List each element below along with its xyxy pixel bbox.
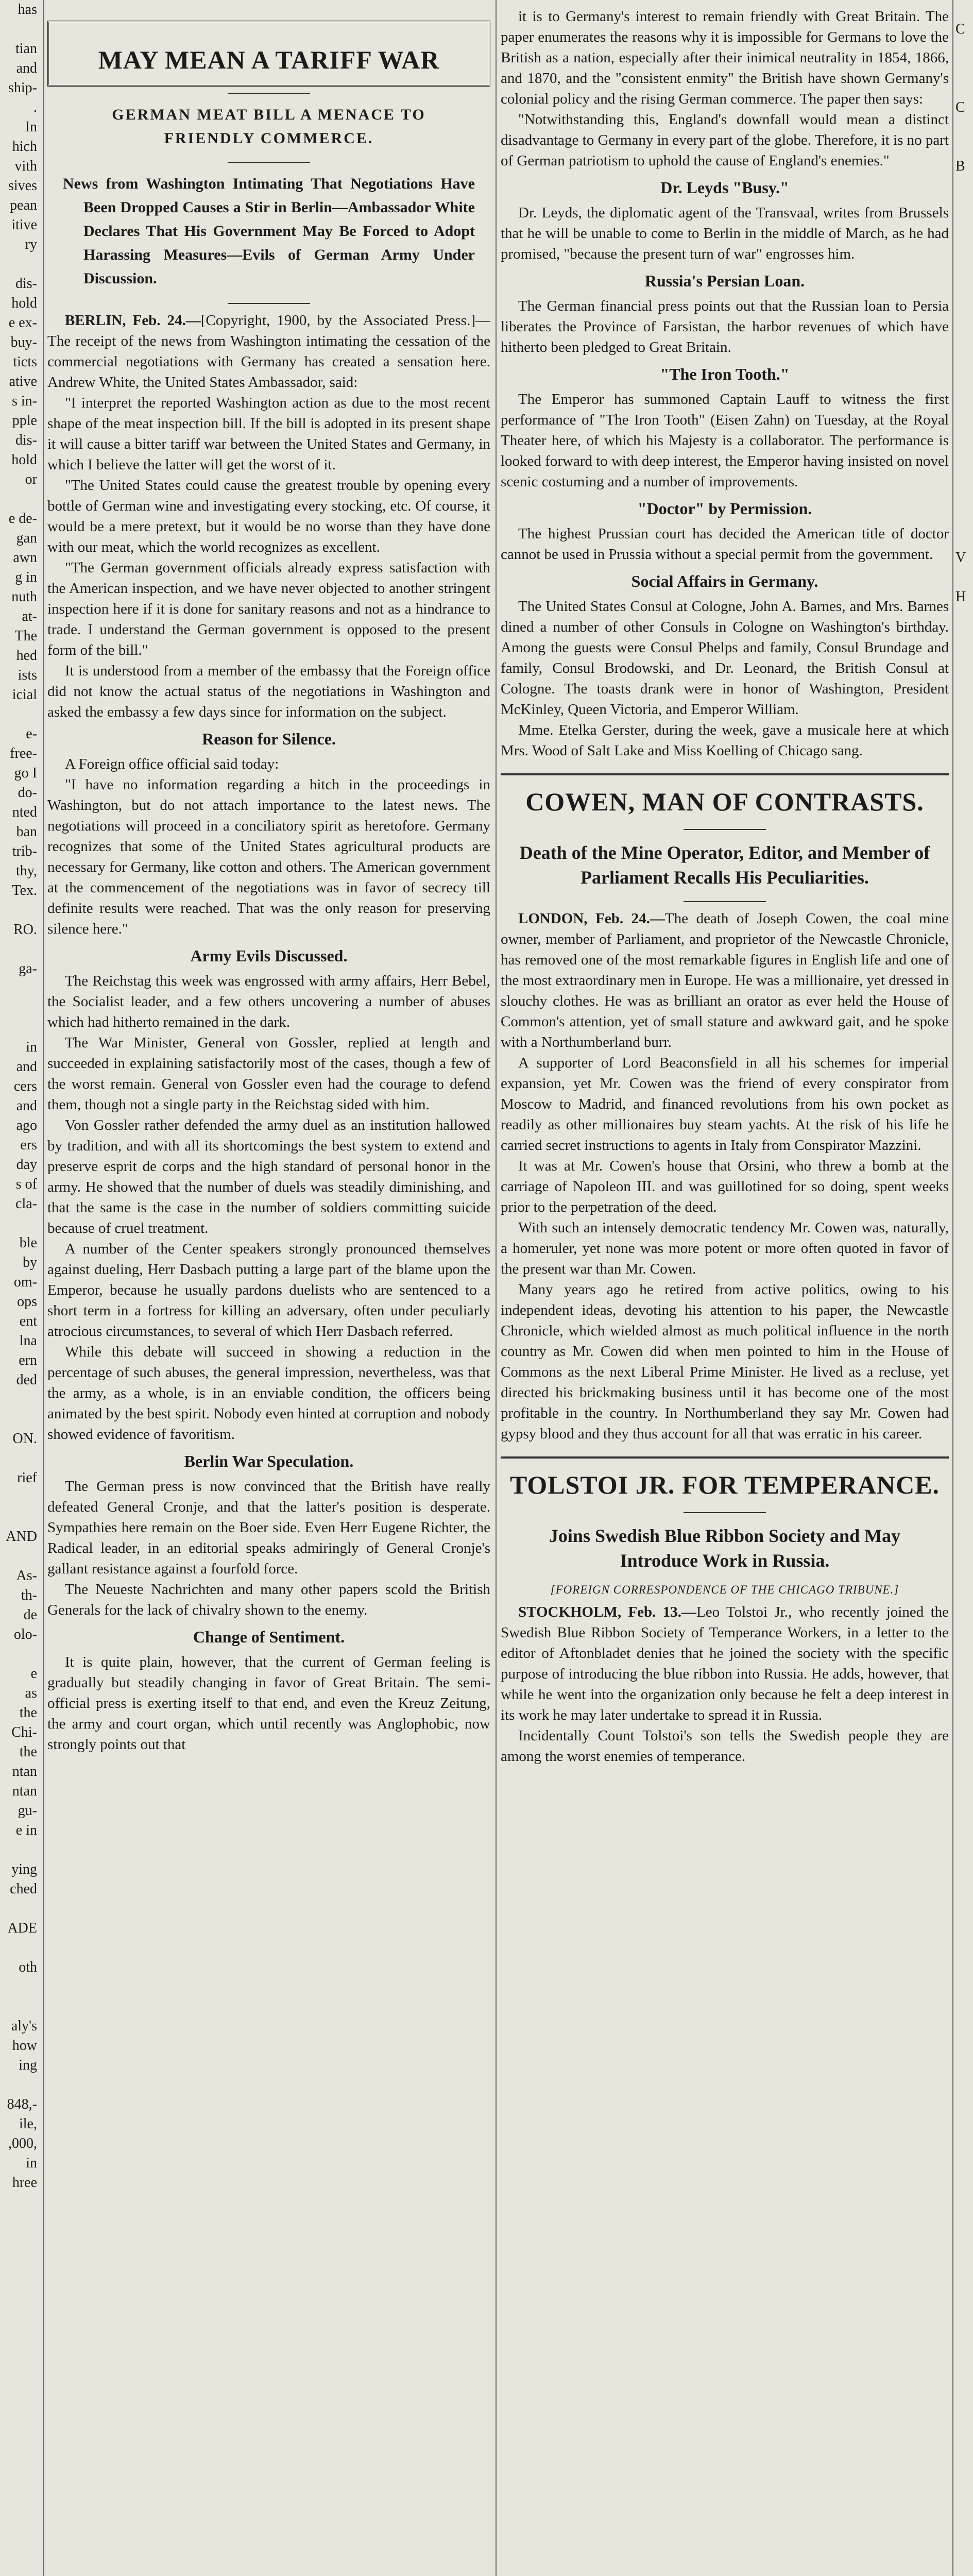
paragraph: Dr. Leyds, the diplomatic agent of the Transvaal, writes from Brussels that he will be unable to come to Berlin in the middle of March, as he had promised, "because the present turn of war" engrosses him.: [501, 205, 949, 262]
edge-fragment: e-: [26, 726, 37, 742]
edge-fragment: [0, 1547, 40, 1566]
article-tariff-war-continued: [501, 6, 949, 761]
column-rule-middle: [496, 0, 497, 2576]
edge-fragment: [0, 1938, 40, 1958]
edge-fragment: [955, 294, 973, 313]
edge-fragment: [955, 1136, 973, 1155]
edge-fragment: pean: [10, 197, 37, 213]
edge-fragment: by: [23, 1255, 37, 1270]
dateline-stockholm: STOCKHOLM, Feb. 13.—: [518, 1604, 697, 1620]
edge-fragment: [955, 2095, 973, 2114]
edge-fragment: [0, 979, 40, 998]
edge-fragment: [955, 1625, 973, 1645]
separator-rule: [684, 901, 766, 902]
edge-fragment: aly's: [11, 2018, 37, 2034]
edge-fragment: pple: [12, 413, 37, 429]
edge-fragment: ago: [16, 1117, 37, 1133]
edge-fragment: [955, 1370, 973, 1390]
edge-fragment: ADE: [7, 1920, 37, 1936]
paragraph: "I interpret the reported Washington action as due to the most recent shape of the meat inspection bill. If the bill is adopted in its present shape it will cause a bitter tariff war between the United States and Germany, in which I believe the latter will get the worst of it.: [47, 395, 490, 473]
edge-fragment: [955, 1703, 973, 1723]
edge-fragment: [955, 235, 973, 255]
edge-fragment: [0, 1390, 40, 1410]
edge-fragment: in: [26, 1039, 37, 1055]
edge-fragment: and: [16, 1098, 37, 1114]
edge-fragment: [955, 920, 973, 940]
edge-fragment: [955, 822, 973, 842]
edge-fragment: gan: [16, 530, 37, 546]
edge-fragment: om-: [13, 1274, 37, 1290]
edge-fragment: [955, 646, 973, 666]
paragraph: The Reichstag this week was engrossed with army affairs, Herr Bebel, the Socialist leader, and a few others uncovering a number of abuses which had hitherto remained in the dark.: [47, 973, 490, 1030]
edge-fragment: As-: [16, 1568, 37, 1584]
edge-fragment: [955, 1527, 973, 1547]
edge-fragment: .: [33, 99, 37, 115]
edge-fragment: [955, 901, 973, 920]
edge-fragment: [955, 842, 973, 861]
article-cowen-body: [501, 1053, 949, 1444]
edge-fragment: [955, 489, 973, 509]
edge-fragment: e in: [15, 1822, 37, 1838]
edge-fragment: [0, 1449, 40, 1468]
headline-tolstoi: TOLSTOI JR. FOR TEMPERANCE.: [501, 1456, 949, 1506]
edge-fragment: [955, 1860, 973, 1879]
edge-fragment: [955, 1488, 973, 1507]
edge-fragment: lna: [19, 1333, 37, 1349]
edge-fragment: [955, 352, 973, 372]
section-heading: Reason for Silence.: [202, 730, 336, 748]
edge-fragment: [955, 1919, 973, 1938]
edge-fragment: s of: [15, 1176, 37, 1192]
edge-fragment: at-: [22, 608, 37, 624]
subdeck-washington-news: News from Washington Intimating That Negotiations Have Been Dropped Causes a Stir in Berlin—Ambassador White Declares That His Government May Be Forced to Adopt Harassing Measures—Evils of German Army Under Discussion.: [63, 175, 475, 287]
edge-fragment: ers: [20, 1137, 37, 1153]
paragraph: The German financial press points out that the Russian loan to Persia liberates the Province of Farsistan, the harbor revenues of which have hitherto been pledged to Great Britain.: [501, 298, 949, 355]
edge-fragment: V: [955, 550, 966, 566]
edge-fragment: C: [955, 21, 965, 37]
edge-fragment: [955, 1762, 973, 1782]
edge-fragment: [955, 450, 973, 470]
edge-fragment: ops: [17, 1294, 37, 1310]
correspondence-credit: [FOREIGN CORRESPONDENCE OF THE CHICAGO TRIBUNE.]: [550, 1583, 899, 1596]
separator-rule: [684, 829, 766, 830]
headline-tariff-war: MAY MEAN A TARIFF WAR: [98, 45, 440, 74]
edge-fragment: [955, 1253, 973, 1273]
edge-fragment: [955, 333, 973, 352]
edge-fragment: [955, 1605, 973, 1625]
edge-fragment: [955, 1645, 973, 1664]
edge-fragment: [955, 626, 973, 646]
edge-fragment: trib-: [12, 843, 37, 859]
edge-fragment: [955, 705, 973, 724]
edge-fragment: [955, 78, 973, 98]
tolstoi-lead-text: Leo Tolstoi Jr., who recently joined the Swedish Blue Ribbon Society of Temperance Workers, in a letter to the editor of Aftonbladet denies that he joined the society with the specific purpose of introducing the blue ribbon into Russia. He adds, however, that while he went into the organization only because he felt a deep interest in its work he may later undertake to spread it in Russia.: [501, 1604, 949, 1723]
subhead-tolstoi: Joins Swedish Blue Ribbon Society and May Introduce Work in Russia.: [549, 1526, 901, 1571]
tolstoi-lead-paragraph: [501, 1602, 949, 1725]
section-heading: Change of Sentiment.: [193, 1628, 345, 1646]
edge-fragment: [955, 803, 973, 822]
paragraph: Mme. Etelka Gerster, during the week, gave a musicale here at which Mrs. Wood of Salt Lake and Miss Koelling of Chicago sang.: [501, 722, 949, 759]
edge-fragment: [955, 607, 973, 626]
edge-fragment: [955, 1351, 973, 1370]
edge-fragment: [955, 1018, 973, 1038]
edge-fragment: hich: [12, 139, 37, 155]
edge-fragment: [955, 1390, 973, 1410]
edge-fragment: as: [25, 1685, 37, 1701]
paragraph: A number of the Center speakers strongly pronounced themselves against dueling, Herr Dasbach putting a large part of the blame upon the Emperor, because he usually pardons duelists who are sentenced to a short term in a fortress for killing an adversary, often under peculiarly atrocious circumstances, to several of which Herr Dasbach referred.: [47, 1241, 490, 1340]
edge-fragment: 848,-: [7, 2096, 37, 2112]
edge-fragment: [955, 998, 973, 1018]
edge-fragment: [955, 372, 973, 392]
edge-fragment: [955, 1175, 973, 1194]
edge-fragment: [955, 568, 973, 587]
edge-fragment: ern: [19, 1352, 37, 1368]
column-left: [47, 6, 490, 1755]
paragraph: "The German government officials already express satisfaction with the American inspection, and we have never objected to another stringent inspection here if it is done for sanitary reasons and not as a hindrance to trade. I understand the German government is opposed to the present form of the bill.": [47, 560, 490, 658]
edge-fragment: de: [23, 1607, 37, 1623]
edge-fragment: The: [14, 628, 37, 644]
edge-fragment: [0, 1488, 40, 1507]
article-tariff-war-sections: [47, 730, 490, 1755]
edge-fragment: Tex.: [12, 883, 37, 899]
edge-fragment: [955, 724, 973, 744]
edge-fragment: e de-: [8, 511, 37, 527]
edge-fragment: the: [19, 1744, 37, 1760]
edge-fragment: [955, 1292, 973, 1312]
edge-fragment: g in: [15, 569, 37, 585]
edge-fragment: [0, 255, 40, 274]
edge-fragment: [955, 881, 973, 901]
edge-fragment: [0, 705, 40, 724]
edge-fragment: olo-: [13, 1626, 37, 1642]
edge-fragment: [955, 666, 973, 685]
edge-fragment: ON.: [12, 1431, 37, 1447]
paragraph: It is understood from a member of the embassy that the Foreign office did not know the actual status of the negotiations in Washington and asked the embassy a few days since for information on the subject.: [47, 663, 490, 720]
paragraph: Incidentally Count Tolstoi's son tells the Swedish people they are among the worst enemies of temperance.: [501, 1727, 949, 1765]
edge-fragment: ists: [18, 667, 37, 683]
paragraph: it is to Germany's interest to remain friendly with Great Britain. The paper enumerates the reasons why it is impossible for Germans to love the British as a nation, especially after their inimical neutrality in 1854, 1866, and 1870, and the "consistent enmity" the British have shown Germany's colonial policy and the rising German commerce. The paper then says:: [501, 8, 949, 107]
edge-fragment: ticts: [13, 354, 37, 370]
edge-fragment: [0, 1977, 40, 1997]
edge-fragment: [955, 1096, 973, 1116]
edge-fragment: [0, 1214, 40, 1233]
edge-fragment: [955, 783, 973, 803]
edge-fragment: [955, 744, 973, 764]
paragraph: Von Gossler rather defended the army duel as an institution hallowed by tradition, and with all its shortcomings the best system to extend and preserve esprit de corps and the high standard of personal honor in the army. He showed that the number of duels was steadily diminishing, and that the same is the case in the number of soldiers committing suicide because of cruel treatment.: [47, 1117, 490, 1236]
article-tolstoi-body: [501, 1725, 949, 1767]
paragraph: "The United States could cause the greatest trouble by opening every bottle of German wine and investigating every stocking, etc. Of course, it would be a mere pretext, but it would be no worse than they have done with our meat, which the world recognizes as excellent.: [47, 477, 490, 555]
edge-fragment: [955, 1194, 973, 1214]
edge-fragment: buy-: [10, 334, 37, 350]
edge-fragment: [0, 1840, 40, 1860]
edge-fragment: [0, 998, 40, 1018]
edge-fragment: cla-: [15, 1196, 37, 1212]
edge-fragment: [955, 1155, 973, 1175]
edge-fragment: or: [25, 471, 37, 487]
edge-fragment: [955, 979, 973, 998]
edge-fragment: [0, 1410, 40, 1429]
paragraph: "Notwithstanding this, England's downfall would mean a distinct disadvantage to Germany in every part of the globe. Therefore, it is no part of German patriotism to uphold the cause of England's enemies.": [501, 111, 949, 169]
edge-fragment: [955, 1038, 973, 1057]
lead-paragraph: [47, 310, 490, 393]
edge-fragment: [955, 940, 973, 959]
section-heading: Russia's Persian Loan.: [644, 272, 805, 290]
separator-rule: [228, 93, 310, 94]
edge-fragment: [955, 1586, 973, 1605]
separator-rule: [228, 303, 310, 304]
section-heading: Social Affairs in Germany.: [631, 572, 818, 590]
edge-fragment: [955, 1507, 973, 1527]
edge-fragment: [955, 1801, 973, 1821]
edge-fragment: hold: [11, 295, 37, 311]
section-heading: Dr. Leyds "Busy.": [660, 178, 789, 197]
column-rule-right: [952, 0, 953, 2576]
edge-fragment: itive: [11, 217, 37, 233]
dateline-london: LONDON, Feb. 24.—: [518, 910, 665, 927]
edge-fragment: [955, 1840, 973, 1860]
edge-fragment: [955, 1547, 973, 1566]
edge-fragment: and: [16, 60, 37, 76]
edge-fragment: In: [25, 119, 37, 135]
edge-fragment: dis-: [15, 276, 37, 292]
paragraph: The highest Prussian court has decided the American title of doctor cannot be used in Prussia without a special permit from the government.: [501, 526, 949, 563]
edge-fragment: [955, 2114, 973, 2134]
article-tariff-war-header: [47, 21, 490, 87]
edge-fragment: ble: [19, 1235, 37, 1251]
paragraph: It was at Mr. Cowen's house that Orsini, who threw a bomb at the carriage of Napoleon III. and was guillotined for so doing, spent weeks prior to the perpetration of the deed.: [501, 1158, 949, 1215]
edge-fragment: [955, 1782, 973, 1801]
paragraph: With such an intensely democratic tendency Mr. Cowen was, naturally, a homeruler, yet none was more potent or more often quoted in favor of the present war than Mr. Cowen.: [501, 1219, 949, 1277]
edge-fragment: hed: [16, 648, 37, 664]
edge-fragment: [955, 764, 973, 783]
edge-fragment: [955, 392, 973, 411]
edge-fragment: tian: [15, 41, 37, 57]
edge-fragment: icial: [12, 687, 37, 703]
edge-fragment: vith: [14, 158, 37, 174]
edge-fragment: [955, 1821, 973, 1840]
paragraph: The War Minister, General von Gossler, replied at length and succeeded in explaining satisfactorily most of the cases, though a few of the worst remain. General von Gossler even had the courage to defend them, though not a single party in the Reichstag sided with him.: [47, 1035, 490, 1113]
edge-fragment: [955, 274, 973, 294]
edge-fragment: [955, 1116, 973, 1136]
edge-fragment: free-: [10, 745, 37, 761]
paragraph: "I have no information regarding a hitch in the proceedings in Washington, but do not attach importance to the latest news. The negotiations will proceed in a conciliatory spirit as heretofore. Germany recognizes that some of the United States agricultural products are necessary for Germany, like cotton and others. The American government at the commencement of the negotiations was in favor of secrecy till definite results were reached. That was the only reason for preserving silence here.": [47, 776, 490, 937]
column-middle: [501, 6, 949, 1767]
edge-fragment: sives: [8, 178, 37, 194]
edge-fragment: ched: [10, 1881, 37, 1897]
edge-fragment: [955, 1977, 973, 1997]
edge-fragment: oth: [19, 1959, 37, 1975]
edge-fragment: e ex-: [8, 315, 37, 331]
article-tariff-war-body: [47, 393, 490, 722]
edge-fragment: [955, 2036, 973, 2056]
edge-fragment: [955, 313, 973, 333]
edge-fragment: [955, 529, 973, 548]
edge-fragment: [0, 489, 40, 509]
edge-fragment: [955, 1899, 973, 1919]
edge-fragment: ded: [16, 1372, 37, 1388]
edge-fragment: awn: [13, 550, 37, 566]
section-heading: Army Evils Discussed.: [190, 946, 348, 965]
edge-fragment: ent: [19, 1313, 37, 1329]
edge-fragment: th-: [21, 1587, 37, 1603]
edge-fragment: [955, 1958, 973, 1977]
edge-fragment: e: [30, 1666, 37, 1682]
edge-fragment: [955, 137, 973, 157]
edge-fragment: Chi-: [11, 1724, 37, 1740]
edge-fragment: s in-: [12, 393, 37, 409]
paragraph: The German press is now convinced that the British have really defeated General Cronje, and that the latter's position is desperate. Sympathies here remain on the Boer side. Even Herr Eugene Richter, the Radical leader, in an editorial speaks admiringly of General Cronje's gallant resistance against a fourfold force.: [47, 1478, 490, 1577]
edge-fragment: [955, 1312, 973, 1331]
paragraph: The Emperor has summoned Captain Lauff to witness the first performance of "The Iron Tooth" (Eisen Zahn) on Tuesday, at the Royal Theater here, of which his Majesty is a collaborator. The performance is looked forward to with deep interest, the Emperor having insisted on novel scenic costuming and a number of improvements.: [501, 391, 949, 490]
edge-fragment: nted: [12, 804, 37, 820]
edge-fragment: [955, 39, 973, 59]
edge-fragment: gu-: [18, 1803, 37, 1819]
edge-fragment: [0, 940, 40, 959]
edge-fragment: [0, 901, 40, 920]
edge-fragment: [955, 431, 973, 450]
section-heading: Berlin War Speculation.: [184, 1452, 354, 1470]
section-heading: "The Iron Tooth.": [660, 365, 790, 383]
edge-fragment: dis-: [15, 432, 37, 448]
edge-fragment: [0, 1507, 40, 1527]
edge-fragment: [955, 470, 973, 489]
edge-fragment: [955, 1468, 973, 1488]
paragraph: Many years ago he retired from active politics, owing to his independent ideas, devoting his attention to his paper, the Newcastle Chronicle, which wielded almost as much political influence in the north country as Mr. Cowen did when men pointed to him in the House of Commons as the next Liberal Prime Minister. He lived as a recluse, yet directed his brickmaking business until it has become one of the most profitable in the country. In Northumberland they say Mr. Cowen had gypsy blood and they thus account for all that was erratic in his career.: [501, 1281, 949, 1442]
edge-fragment: [0, 1645, 40, 1664]
edge-fragment: [955, 2016, 973, 2036]
edge-fragment: ship-: [8, 80, 37, 96]
edge-fragment: [955, 215, 973, 235]
cowen-lead-text: The death of Joseph Cowen, the coal mine owner, member of Parliament, and proprietor of the Newcastle Chronicle, has removed one of the most remarkable figures in English life and one of the most extraordinary men in Europe. He was a millionaire, yet dressed in slouchy clothes. He was as brilliant an orator as ever held the House of Common's attention, yet of small stature and awkward gait, and he spoke with a Northumberland burr.: [501, 910, 949, 1050]
edge-fragment: ative: [9, 374, 37, 389]
edge-fragment: ,000,: [8, 2136, 37, 2151]
edge-fragment: the: [19, 1705, 37, 1721]
section-heading: "Doctor" by Permission.: [637, 499, 812, 518]
edge-fragment: B: [955, 158, 965, 174]
subhead-cowen: Death of the Mine Operator, Editor, and Member of Parliament Recalls His Peculiarities.: [519, 842, 930, 888]
edge-fragment: [955, 1331, 973, 1351]
edge-fragment: ntan: [12, 1764, 37, 1780]
deck-meat-bill: GERMAN MEAT BILL A MENACE TO FRIENDLY COMMERCE.: [112, 106, 426, 147]
edge-fragment: [955, 1057, 973, 1077]
edge-fragment: [955, 2075, 973, 2095]
edge-fragment: AND: [6, 1529, 37, 1545]
edge-fragment: [0, 1997, 40, 2016]
cowen-lead-paragraph: [501, 908, 949, 1053]
edge-fragment: [955, 1233, 973, 1253]
edge-fragment: [955, 959, 973, 979]
separator-rule: [228, 162, 310, 163]
edge-fragment: [0, 1018, 40, 1038]
edge-fragment: [955, 1997, 973, 2016]
edge-fragment: [0, 1899, 40, 1919]
edge-fragment: cers: [13, 1078, 37, 1094]
edge-fragment: ying: [11, 1861, 37, 1877]
edge-fragment: nuth: [11, 589, 37, 605]
edge-fragment: [955, 176, 973, 196]
edge-fragment: [955, 1664, 973, 1684]
edge-fragment: [955, 1684, 973, 1703]
edge-fragment: [955, 509, 973, 529]
edge-fragment: hold: [11, 452, 37, 468]
edge-fragment: [955, 0, 973, 20]
edge-fragment: [955, 59, 973, 78]
lead-text: [Copyright, 1900, by the Associated Press.]—The receipt of the news from Washington intimating the cessation of the commercial negotiations with Germany has created a sensation here. Andrew White, the United States Ambassador, said:: [47, 312, 490, 391]
edge-fragment: ile,: [19, 2116, 37, 2132]
edge-fragment: ban: [16, 824, 37, 840]
edge-fragment: how: [12, 2038, 37, 2054]
edge-fragment: [955, 685, 973, 705]
edge-fragment: [0, 20, 40, 39]
edge-fragment: [955, 255, 973, 274]
edge-fragment: [955, 1410, 973, 1429]
dateline-berlin: BERLIN, Feb. 24.—: [65, 312, 201, 329]
right-column-edge: [955, 0, 973, 2576]
column-rule-left: [43, 0, 44, 2576]
edge-fragment: has: [18, 2, 37, 18]
paragraph: The United States Consul at Cologne, John A. Barnes, and Mrs. Barnes dined a number of other Consuls in Cologne on Washington's birthday. Among the guests were Consul Phelps and family, Consul Brundage and family, Consul Brodowski, and Dr. Leonard, the British Consul at Cologne. The toasts drank were in honor of Washington, President McKinley, Queen Victoria, and Emperor William.: [501, 598, 949, 718]
edge-fragment: [955, 1449, 973, 1468]
edge-fragment: rief: [17, 1470, 37, 1486]
edge-fragment: [955, 1742, 973, 1762]
left-column-edge: [0, 0, 40, 2576]
edge-fragment: RO.: [13, 922, 37, 938]
edge-fragment: [955, 1566, 973, 1586]
edge-fragment: hree: [12, 2175, 37, 2191]
edge-fragment: [955, 1214, 973, 1233]
paragraph: It is quite plain, however, that the current of German feeling is gradually but steadily changing in favor of Great Britain. The semi-official press is exerting itself to that end, and even the Kreuz Zeitung, the army and court organ, which until recently was Anglophobic, now strongly points out that: [47, 1654, 490, 1753]
edge-fragment: ga-: [19, 961, 37, 977]
separator-rule: [684, 1512, 766, 1513]
edge-fragment: [955, 1879, 973, 1899]
edge-fragment: [0, 2075, 40, 2095]
edge-fragment: [955, 411, 973, 431]
edge-fragment: H: [955, 589, 966, 605]
edge-fragment: ing: [19, 2057, 37, 2073]
edge-fragment: ry: [25, 236, 37, 252]
edge-fragment: ntan: [12, 1783, 37, 1799]
edge-fragment: [955, 196, 973, 215]
paragraph: A Foreign office official said today:: [65, 756, 279, 772]
edge-fragment: go I: [14, 765, 37, 781]
headline-cowen: COWEN, MAN OF CONTRASTS.: [501, 773, 949, 823]
edge-fragment: do-: [18, 785, 37, 801]
edge-fragment: in: [26, 2155, 37, 2171]
edge-fragment: [955, 1273, 973, 1292]
paragraph: While this debate will succeed in showing a reduction in the percentage of such abuses, the general impression, nevertheless, was that the army, as a whole, is in an enviable condition, the officers being animated by the best spirit. Nobody even hinted at corruption and nobody showed evidence of favoritism.: [47, 1344, 490, 1443]
edge-fragment: [955, 1938, 973, 1958]
edge-fragment: day: [16, 1157, 37, 1173]
edge-fragment: [955, 1723, 973, 1742]
paragraph: The Neueste Nachrichten and many other papers scold the British Generals for the lack of chivalry shown to the enemy.: [47, 1581, 490, 1618]
edge-fragment: [955, 117, 973, 137]
edge-fragment: and: [16, 1059, 37, 1075]
paragraph: A supporter of Lord Beaconsfield in all his schemes for imperial expansion, yet Mr. Cowen was the friend of every conspirator from Moscow to Madrid, and financed revolutions from his own pocket as readily as other millionaires buy steam yachts. At the risk of his life he carried secret instructions to agents in Italy from Conspirator Mazzini.: [501, 1055, 949, 1154]
edge-fragment: [955, 1429, 973, 1449]
edge-fragment: [955, 2056, 973, 2075]
edge-fragment: C: [955, 99, 965, 115]
edge-fragment: [955, 861, 973, 881]
edge-fragment: [955, 1077, 973, 1096]
edge-fragment: thy,: [16, 863, 37, 879]
